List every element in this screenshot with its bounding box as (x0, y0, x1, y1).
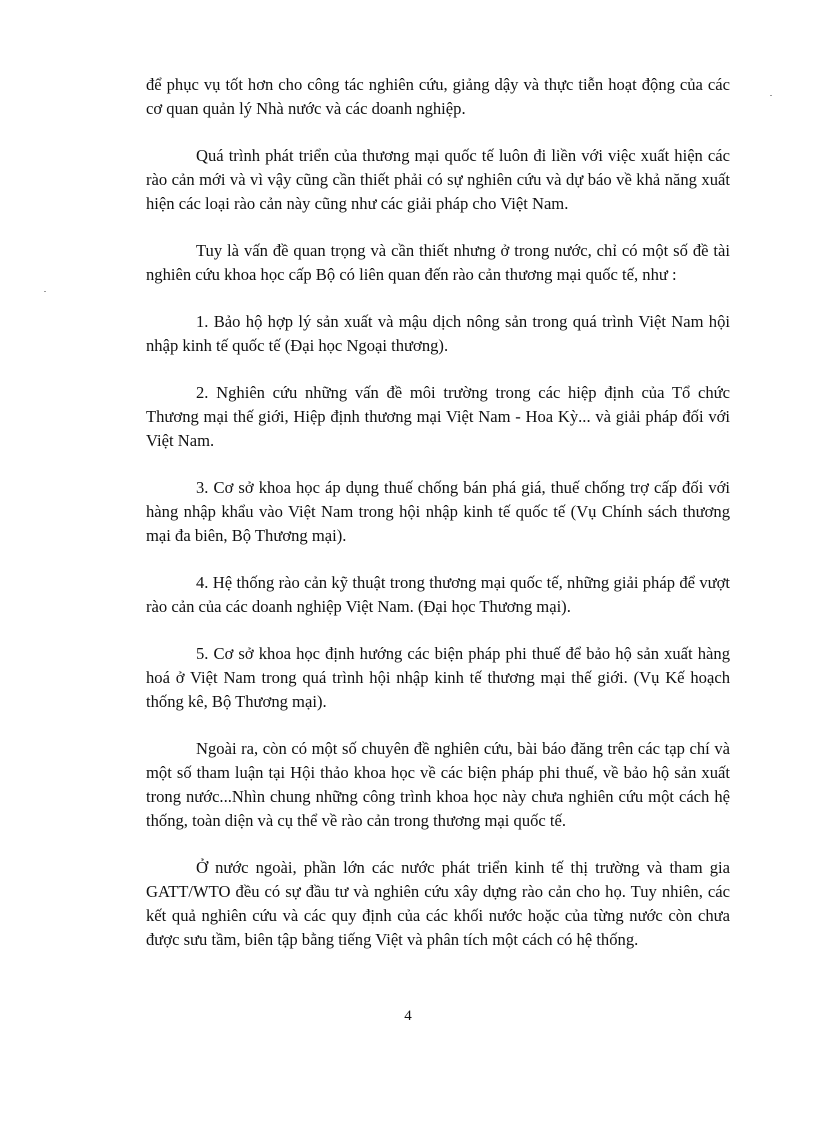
list-item: 1. Bảo hộ hợp lý sản xuất và mậu dịch nông sản trong quá trình Việt Nam hội nhập kinh tế quốc tế (Đại học Ngoại thương). (146, 312, 730, 355)
paragraph: Ngoài ra, còn có một số chuyên đề nghiên cứu, bài báo đăng trên các tạp chí và một số tham luận tại Hội thảo khoa học về các biện pháp phi thuế, về bảo hộ sản xuất trong nước...Nhìn chung những công trình khoa học này chưa nghiên cứu một cách hệ thống, toàn diện và cụ thể về rào cản trong thương mại quốc tế. (146, 739, 730, 830)
list-item: 2. Nghiên cứu những vấn đề môi trường trong các hiệp định của Tổ chức Thương mại thế giới, Hiệp định thương mại Việt Nam - Hoa Kỳ... và giải pháp đối với Việt Nam. (146, 383, 730, 450)
list-item: 5. Cơ sở khoa học định hướng các biện pháp phi thuế để bảo hộ sản xuất hàng hoá ở Việt Nam trong quá trình hội nhập kinh tế thương mại thế giới. (Vụ Kế hoạch thống kê, Bộ Thương mại). (146, 644, 730, 711)
body-text (146, 73, 730, 975)
page-number: 4 (404, 1008, 412, 1024)
paragraph: để phục vụ tốt hơn cho công tác nghiên cứu, giảng dậy và thực tiễn hoạt động của các cơ quan quản lý Nhà nước và các doanh nghiệp. (146, 75, 730, 118)
list-item: 4. Hệ thống rào cản kỹ thuật trong thương mại quốc tế, những giải pháp để vượt rào cản của các doanh nghiệp Việt Nam. (Đại học Thương mại). (146, 573, 730, 616)
paragraph: Ở nước ngoài, phần lớn các nước phát triển kinh tế thị trường và tham gia GATT/WTO đều có sự đầu tư và nghiên cứu xây dựng rào cản cho họ. Tuy nhiên, các kết quả nghiên cứu và các quy định của các khối nước hoặc của từng nước còn chưa được sưu tầm, biên tập bằng tiếng Việt và phân tích một cách có hệ thống. (146, 858, 730, 949)
scan-speck (44, 291, 46, 292)
list-item: 3. Cơ sở khoa học áp dụng thuế chống bán phá giá, thuế chống trợ cấp đối với hàng nhập khẩu vào Việt Nam trong hội nhập kinh tế quốc tế (Vụ Chính sách thương mại đa biên, Bộ Thương mại). (146, 478, 730, 545)
paragraph: Quá trình phát triển của thương mại quốc tế luôn đi liền với việc xuất hiện các rào cản mới và vì vậy cũng cần thiết phải có sự nghiên cứu và dự báo về khả năng xuất hiện các loại rào cản này cũng như các giải pháp cho Việt Nam. (146, 146, 730, 213)
scan-speck (770, 95, 772, 96)
paragraph: Tuy là vấn đề quan trọng và cần thiết nhưng ở trong nước, chỉ có một số đề tài nghiên cứu khoa học cấp Bộ có liên quan đến rào cản thương mại quốc tế, như : (146, 241, 730, 284)
